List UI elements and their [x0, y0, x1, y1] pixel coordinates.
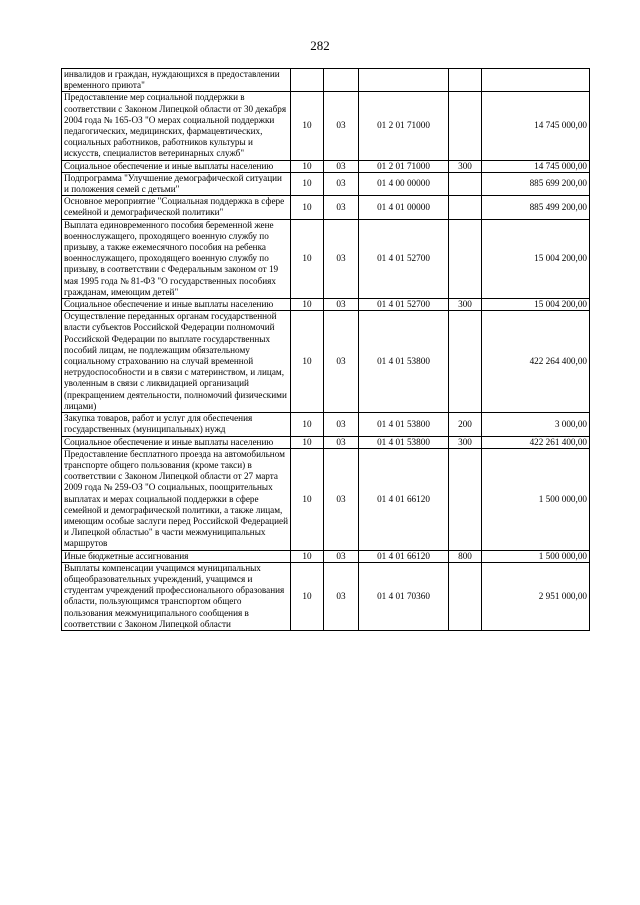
section-cell: 10 — [291, 436, 324, 448]
amount-cell: 15 004 200,00 — [482, 299, 590, 311]
subsection-cell: 03 — [324, 413, 359, 436]
target-code-cell: 01 4 01 53800 — [359, 413, 449, 436]
amount-cell — [482, 69, 590, 92]
section-cell: 10 — [291, 550, 324, 562]
table-row — [62, 562, 590, 630]
item-name-cell: Закупка товаров, работ и услуг для обеспечения государственных (муниципальных) нужд — [62, 413, 291, 436]
item-name-cell: Иные бюджетные ассигнования — [62, 550, 291, 562]
table-row — [62, 219, 590, 298]
expense-type-cell: 300 — [449, 299, 482, 311]
amount-cell: 422 264 400,00 — [482, 311, 590, 413]
item-name-cell: Предоставление мер социальной поддержки в соответствии с Законом Липецкой области от 30 декабря 2004 года № 165-ОЗ "О мерах социальной поддержки педагогических, медицинских, фармацевтических, социальных работников, работников культуры и искусств, специалистов ветеринарных служб" — [62, 92, 291, 160]
target-code-cell: 01 4 01 00000 — [359, 196, 449, 219]
section-cell: 10 — [291, 219, 324, 298]
expense-type-cell — [449, 311, 482, 413]
expense-type-cell — [449, 69, 482, 92]
expense-type-cell — [449, 172, 482, 195]
section-cell: 10 — [291, 299, 324, 311]
subsection-cell: 03 — [324, 92, 359, 160]
target-code-cell: 01 2 01 71000 — [359, 160, 449, 172]
target-code-cell: 01 4 01 66120 — [359, 550, 449, 562]
expense-type-cell: 300 — [449, 436, 482, 448]
subsection-cell: 03 — [324, 172, 359, 195]
table-row — [62, 448, 590, 550]
subsection-cell: 03 — [324, 436, 359, 448]
item-name-cell: инвалидов и граждан, нуждающихся в предоставлении временного приюта" — [62, 69, 291, 92]
section-cell: 10 — [291, 413, 324, 436]
amount-cell: 14 745 000,00 — [482, 92, 590, 160]
section-cell: 10 — [291, 172, 324, 195]
item-name-cell: Социальное обеспечение и иные выплаты населению — [62, 436, 291, 448]
target-code-cell: 01 4 01 53800 — [359, 436, 449, 448]
target-code-cell: 01 4 00 00000 — [359, 172, 449, 195]
amount-cell: 1 500 000,00 — [482, 550, 590, 562]
table-row — [62, 69, 590, 92]
subsection-cell: 03 — [324, 299, 359, 311]
section-cell: 10 — [291, 196, 324, 219]
table-row — [62, 92, 590, 160]
table-row — [62, 550, 590, 562]
table-row — [62, 160, 590, 172]
target-code-cell: 01 4 01 52700 — [359, 219, 449, 298]
section-cell: 10 — [291, 448, 324, 550]
amount-cell: 3 000,00 — [482, 413, 590, 436]
page-number: 282 — [310, 38, 330, 53]
section-cell: 10 — [291, 160, 324, 172]
expense-type-cell: 200 — [449, 413, 482, 436]
expense-type-cell — [449, 92, 482, 160]
item-name-cell: Выплаты компенсации учащимся муниципальных общеобразовательных учреждений, учащимся и студентам учреждений профессионального образования области, пользующимся транспортом общего пользования межмуниципального сообщения в соответствии с Законом Липецкой области — [62, 562, 291, 630]
subsection-cell — [324, 69, 359, 92]
expense-type-cell — [449, 219, 482, 298]
amount-cell: 422 261 400,00 — [482, 436, 590, 448]
subsection-cell: 03 — [324, 550, 359, 562]
subsection-cell: 03 — [324, 219, 359, 298]
item-name-cell: Подпрограмма "Улучшение демографической ситуации и положения семей с детьми" — [62, 172, 291, 195]
expense-type-cell — [449, 196, 482, 219]
target-code-cell: 01 4 01 53800 — [359, 311, 449, 413]
section-cell: 10 — [291, 92, 324, 160]
expense-type-cell — [449, 448, 482, 550]
amount-cell: 885 699 200,00 — [482, 172, 590, 195]
table-row — [62, 172, 590, 195]
subsection-cell: 03 — [324, 562, 359, 630]
subsection-cell: 03 — [324, 311, 359, 413]
table-row — [62, 413, 590, 436]
target-code-cell: 01 4 01 70360 — [359, 562, 449, 630]
table-row — [62, 436, 590, 448]
table-body — [62, 69, 590, 631]
budget-table — [61, 68, 590, 631]
item-name-cell: Выплата единовременного пособия беременной жене военнослужащего, проходящего военную службу по призыву, а также ежемесячного пособия на ребенка военнослужащего, проходящего военную службу по призыву, в соответствии с Федеральным законом от 19 мая 1995 года № 81-ФЗ "О государственных пособиях гражданам, имеющим детей" — [62, 219, 291, 298]
section-cell — [291, 69, 324, 92]
section-cell: 10 — [291, 311, 324, 413]
amount-cell: 14 745 000,00 — [482, 160, 590, 172]
expense-type-cell: 800 — [449, 550, 482, 562]
item-name-cell: Осуществление переданных органам государственной власти субъектов Российской Федерации полномочий Российской Федерации по выплате государственных пособий лицам, не подлежащим обязательному социальному страхованию на случай временной нетрудоспособности и в связи с материнством, и лицам, уволенным в связи с ликвидацией организаций (прекращением деятельности, полномочий физическими лицами) — [62, 311, 291, 413]
item-name-cell: Основное мероприятие "Социальная поддержка в сфере семейной и демографической политики" — [62, 196, 291, 219]
amount-cell: 1 500 000,00 — [482, 448, 590, 550]
amount-cell: 2 951 000,00 — [482, 562, 590, 630]
amount-cell: 885 499 200,00 — [482, 196, 590, 219]
subsection-cell: 03 — [324, 160, 359, 172]
table-row — [62, 311, 590, 413]
target-code-cell — [359, 69, 449, 92]
item-name-cell: Социальное обеспечение и иные выплаты населению — [62, 160, 291, 172]
amount-cell: 15 004 200,00 — [482, 219, 590, 298]
item-name-cell: Социальное обеспечение и иные выплаты населению — [62, 299, 291, 311]
section-cell: 10 — [291, 562, 324, 630]
subsection-cell: 03 — [324, 196, 359, 219]
expense-type-cell — [449, 562, 482, 630]
expense-type-cell: 300 — [449, 160, 482, 172]
subsection-cell: 03 — [324, 448, 359, 550]
target-code-cell: 01 4 01 52700 — [359, 299, 449, 311]
table-row — [62, 299, 590, 311]
target-code-cell: 01 2 01 71000 — [359, 92, 449, 160]
target-code-cell: 01 4 01 66120 — [359, 448, 449, 550]
item-name-cell: Предоставление бесплатного проезда на автомобильном транспорте общего пользования (кроме такси) в соответствии с Законом Липецкой области от 27 марта 2009 года № 259-ОЗ "О социальных, поощрительных выплатах и мерах социальной поддержки в сфере семейной и демографической политики, а также лицам, имеющим особые заслуги перед Российской Федерацией и Липецкой областью" в части межмуниципальных маршрутов — [62, 448, 291, 550]
table-row — [62, 196, 590, 219]
